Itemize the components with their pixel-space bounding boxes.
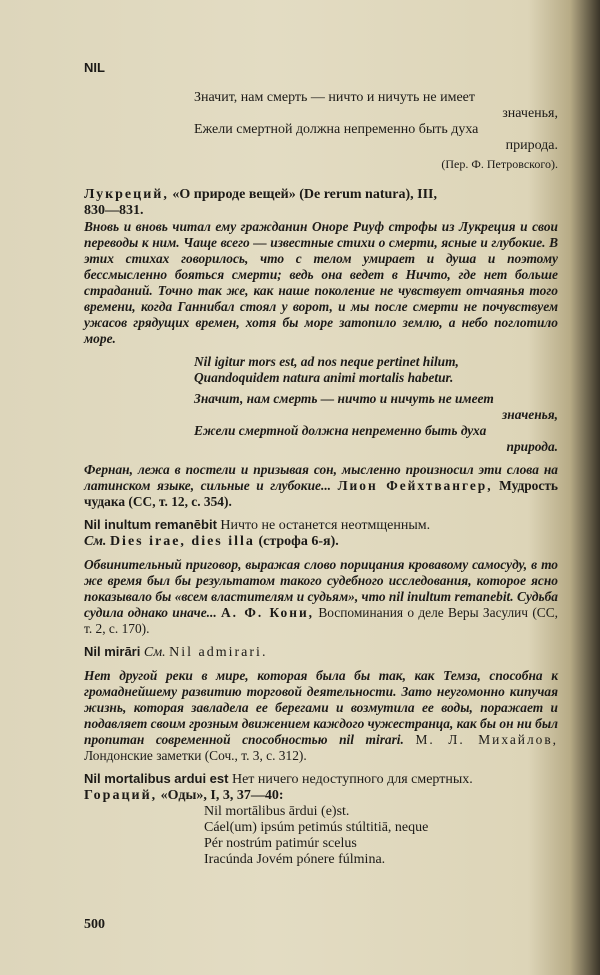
see-prefix: См.	[140, 645, 170, 660]
translator-credit: (Пер. Ф. Петровского).	[441, 157, 558, 171]
poem-line: Quandoquidem natura animi mortalis habetur.	[194, 370, 454, 385]
dictionary-entry	[84, 771, 558, 788]
poem-line: Nil igitur mors est, ad nos neque pertinet hilum,	[194, 354, 459, 369]
source-title: Лондонские заметки (Соч., т. 3, с. 312).	[84, 748, 307, 763]
page-number: 500	[84, 917, 105, 932]
dictionary-entry	[84, 644, 558, 661]
author-name: Лукреций,	[84, 187, 169, 202]
source-title: «О природе вещей» (De rerum natura), III,	[168, 187, 437, 202]
poem-line: природа.	[505, 138, 558, 153]
poem-line: Ежели смертной должна непременно быть духа	[194, 122, 479, 137]
source-lucretius	[84, 187, 558, 203]
entry-term: Nil mortalibus ardui est	[84, 771, 229, 786]
quote-text: Обвинительный приговор, выражая слово порицания кровавому самосуду, в то же время был бы результатом такого судебного исследования, которое ясно показывало бы «всем властителям и судьям», что nil inultum remanebit. Судьба судила однако иначе...	[84, 557, 558, 620]
verse-line: Cáel(um) ipsúm petimús stúltitiā, neque	[204, 820, 429, 835]
see-reference: Dies irae, dies illa	[109, 534, 255, 549]
poem-line: Значит, нам смерть — ничто и ничуть не имеет	[194, 90, 476, 105]
quote-text: Нет другой реки в мире, которая была бы так, как Темза, способна к громаднейшему развитию торговой деятельности. Зато неугомонно кипучая жизнь, которая завладела ее берегами и возмутила ее воды, поражает и подавляет своим грозным движением каждого чужестранца, как бы он ни был пропитан современной способностью nil mirari.	[84, 668, 558, 747]
quote-paragraph: Вновь и вновь читал ему гражданин Оноре Риуф строфы из Лукреция и свои переводы к ним. Чаще всего — известные стихи о смерти, ясные и глубокие. В этих стихах говорилось, что с телом умирает и душа и поэтому бессмысленно бояться смерти; ведь она ведет в Ничто, где нет больше страданий. Точно так же, как наше поколение не чувствует отчаянья того времени, когда Ганнибал стоял у ворот, и мы после смерти не почувствуем ужасов грядущих времен, хотя бы море затопило землю, а небо поглотило море.	[84, 219, 558, 346]
verse-line: Nil mortālibus ārdui (e)st.	[204, 804, 350, 819]
see-suffix: (строфа 6-я).	[254, 534, 339, 549]
poem-line: природа.	[506, 439, 558, 454]
source-lines: 830—831.	[84, 203, 144, 218]
source-horace	[84, 788, 558, 804]
quote-text: Фернан, лежа в постели и призывая сон, мысленно произносил эти слова на латинском языке, сильные и глубокие...	[84, 462, 558, 493]
source-title: Воспоминания о деле Веры Засулич (СС, т. 2, с. 170).	[84, 605, 559, 636]
running-header: NIL	[84, 60, 105, 75]
see-prefix: См.	[84, 534, 110, 549]
source-title: Мудрость чудака (СС, т. 12, с. 354).	[84, 478, 558, 509]
translated-poem	[194, 90, 558, 172]
dictionary-entry	[84, 517, 558, 534]
see-reference: Nil admirari.	[169, 645, 268, 660]
entry-definition: Ничто не останется неотмщенным.	[216, 518, 431, 533]
latin-poem	[194, 354, 558, 455]
quote-paragraph	[84, 668, 558, 764]
poem-line: Ежели смертной должна непременно быть духа	[194, 423, 487, 438]
poem-line: Значит, нам смерть — ничто и ничуть не имеет	[194, 391, 494, 406]
source-title: «Оды», I, 3, 37—40:	[157, 788, 284, 803]
author-name: Лион Фейхтвангер,	[337, 478, 493, 493]
entry-term: Nil inultum remanēbit	[84, 517, 217, 532]
poem-line: значенья,	[502, 106, 558, 121]
quote-paragraph	[84, 557, 558, 637]
entry-term: Nil mirāri	[84, 644, 141, 659]
author-name: М. Л. Михайлов,	[415, 732, 558, 747]
verse-line: Iracúnda Jovém pónere fúlmina.	[204, 852, 386, 867]
text-column	[84, 60, 558, 868]
poem-line: значенья,	[502, 407, 558, 422]
quote-paragraph	[84, 462, 558, 510]
see-also	[84, 534, 558, 550]
author-name: А. Ф. Кони,	[221, 605, 315, 620]
author-name: Гораций,	[84, 788, 158, 803]
verse-line: Pér nostrúm patimúr scelus	[204, 836, 357, 851]
entry-definition: Нет ничего недоступного для смертных.	[228, 772, 473, 787]
latin-verse	[204, 804, 558, 868]
